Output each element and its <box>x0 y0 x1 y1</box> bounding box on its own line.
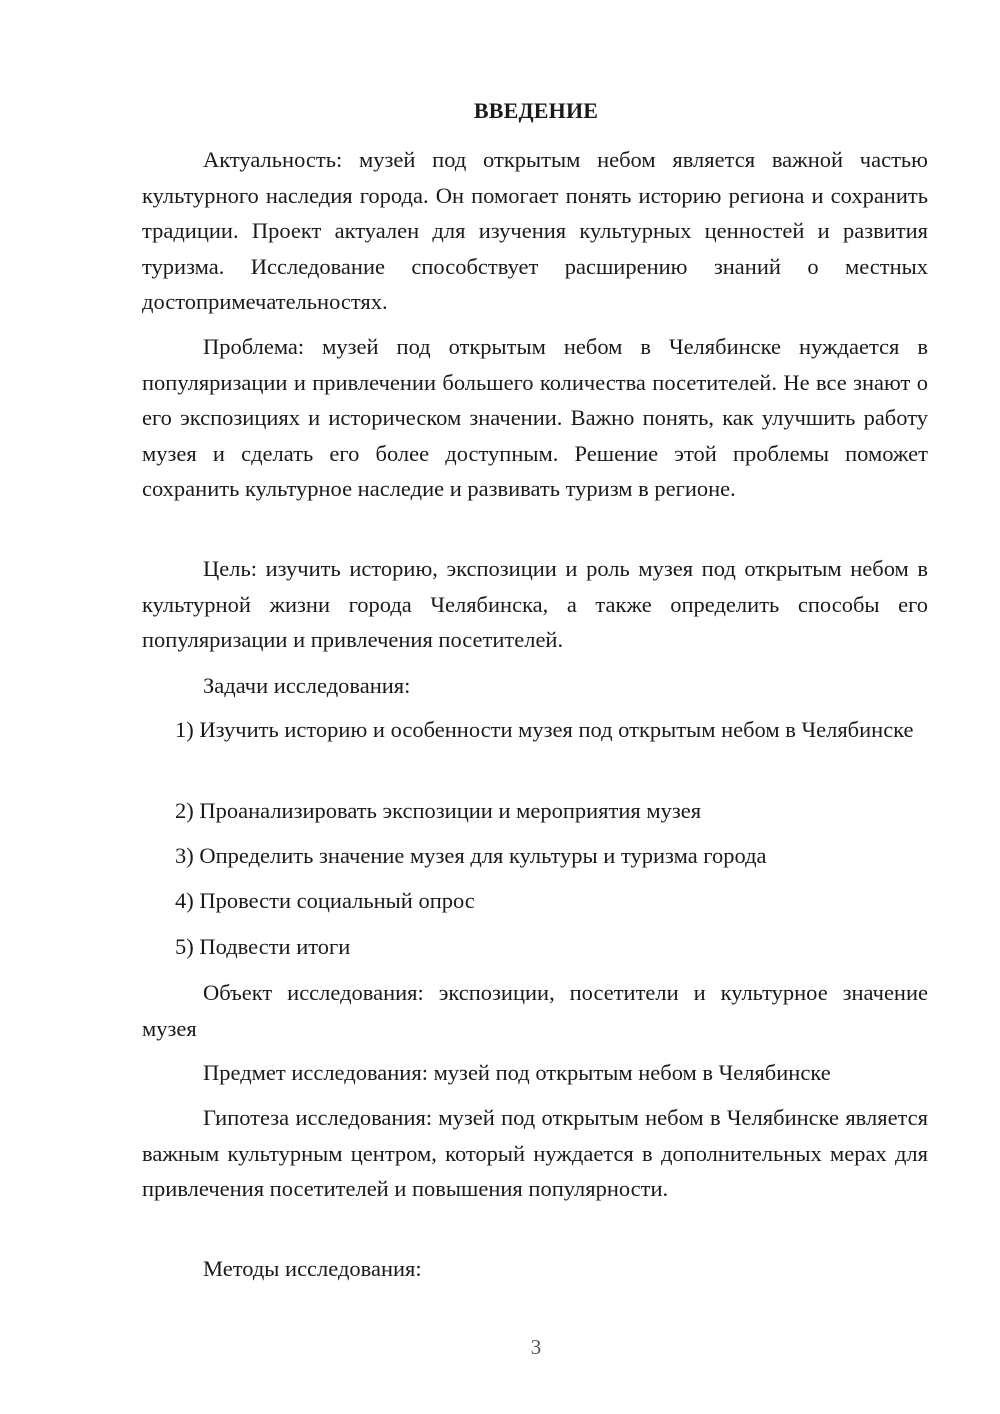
goal-paragraph: Цель: изучить историю, экспозиции и роль музея под открытым небом в культурной жизни города Челябинска, а также определить способы его популяризации и привлечения посетителей. <box>142 556 928 652</box>
task-item-2: 2) Проанализировать экспозиции и мероприятия музея <box>175 798 702 823</box>
task-item-4: 4) Провести социальный опрос <box>175 888 475 913</box>
problem-paragraph: Проблема: музей под открытым небом в Челябинске нуждается в популяризации и привлечении большего количества посетителей. Не все знают о его экспозициях и историческом значении. Важно понять, как улучшить работу музея и сделать его более доступным. Решение этой проблемы поможет сохранить культурное наследие и развивать туризм в регионе. <box>142 334 928 501</box>
methods-heading: Методы исследования: <box>203 1256 422 1281</box>
task-item-5: 5) Подвести итоги <box>175 934 351 959</box>
hypothesis-paragraph: Гипотеза исследования: музей под открытым небом в Челябинске является важным культурным центром, который нуждается в дополнительных мерах для привлечения посетителей и повышения популярности. <box>142 1105 928 1201</box>
page-number: 3 <box>530 1335 542 1359</box>
object-paragraph: Объект исследования: экспозиции, посетители и культурное значение музея <box>142 980 928 1041</box>
subject-paragraph: Предмет исследования: музей под открытым небом в Челябинске <box>203 1060 831 1085</box>
relevance-paragraph: Актуальность: музей под открытым небом является важной частью культурного наследия города. Он помогает понять историю региона и сохранить традиции. Проект актуален для изучения культурных ценностей и развития туризма. Исследование способствует расширению знаний о местных достопримечательностях. <box>142 147 928 314</box>
page-title: ВВЕДЕНИЕ <box>473 98 599 123</box>
task-item-3: 3) Определить значение музея для культуры и туризма города <box>175 843 767 868</box>
tasks-heading: Задачи исследования: <box>203 673 411 698</box>
task-item-1: 1) Изучить историю и особенности музея под открытым небом в Челябинске <box>175 717 914 742</box>
